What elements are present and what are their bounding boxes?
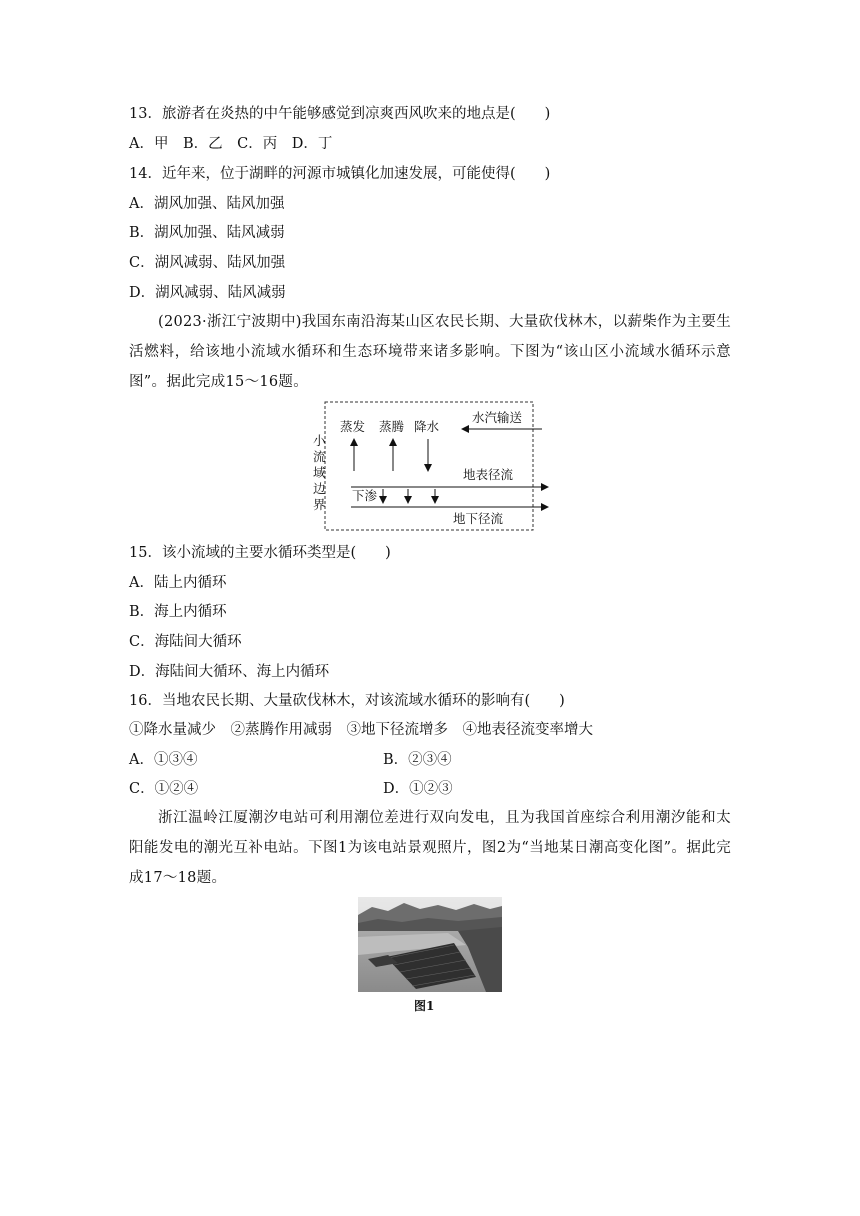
water-cycle-diagram bbox=[305, 399, 555, 533]
label-infiltration: 下渗 bbox=[352, 488, 378, 503]
q14-option-a: A．湖风加强、陆风加强 bbox=[129, 196, 285, 212]
boundary-label-2: 流 bbox=[313, 449, 326, 464]
q15-option-b: B．海上内循环 bbox=[129, 604, 227, 620]
q15-stem: 15．该小流域的主要水循环类型是( ) bbox=[129, 545, 391, 561]
boundary-label-3: 域 bbox=[313, 465, 326, 480]
q15-option-c: C．海陆间大循环 bbox=[129, 634, 242, 650]
q16-stem: 16．当地农民长期、大量砍伐林木，对该流域水循环的影响有( ) bbox=[129, 693, 565, 709]
q14-stem: 14．近年来，位于湖畔的河源市城镇化加速发展，可能使得( ) bbox=[129, 166, 551, 182]
q16-option-d: D．①②③ bbox=[383, 781, 453, 797]
q15-option-a: A．陆上内循环 bbox=[129, 575, 227, 591]
label-surface-runoff: 地表径流 bbox=[463, 467, 514, 482]
q13-options: A．甲 B．乙 C．丙 D．丁 bbox=[129, 136, 333, 152]
q15-option-d: D．海陆间大循环、海上内循环 bbox=[129, 664, 330, 680]
q16-option-b: B．②③④ bbox=[383, 752, 452, 768]
q14-option-b: B．湖风加强、陆风减弱 bbox=[129, 225, 285, 241]
label-groundwater-runoff: 地下径流 bbox=[453, 511, 504, 526]
boundary-label-5: 界 bbox=[313, 497, 326, 512]
boundary-label-1: 小 bbox=[313, 433, 326, 448]
label-precipitation: 降水 bbox=[414, 419, 440, 434]
q13-stem: 13．旅游者在炎热的中午能够感觉到凉爽西风吹来的地点是( ) bbox=[129, 106, 551, 122]
q14-option-c: C．湖风减弱、陆风加强 bbox=[129, 255, 286, 271]
boundary-label-4: 边 bbox=[313, 481, 326, 496]
passage-tidal-station: 浙江温岭江厦潮汐电站可利用潮位差进行双向发电，且为我国首座综合利用潮汐能和太阳能发电的潮光互补电站。下图1为该电站景观照片，图2为“当地某日潮高变化图”。据此完成17～18题。 bbox=[129, 810, 731, 886]
label-transpiration: 蒸腾 bbox=[379, 419, 405, 434]
label-evaporation: 蒸发 bbox=[340, 419, 366, 434]
q16-option-c: C．①②④ bbox=[129, 781, 199, 797]
figure1-caption: 图1 bbox=[414, 999, 435, 1013]
q16-statements: ①降水量减少 ②蒸腾作用减弱 ③地下径流增多 ④地表径流变率增大 bbox=[129, 722, 593, 738]
passage-water-cycle: (2023·浙江宁波期中)我国东南沿海某山区农民长期、大量砍伐林木，以薪柴作为主要生活燃料，给该地小流域水循环和生态环境带来诸多影响。下图为“该山区小流域水循环示意图”。据此完成15～16题。 bbox=[129, 314, 731, 390]
figure1-photo bbox=[358, 897, 502, 992]
label-vapor-transport: 水汽输送 bbox=[472, 410, 523, 425]
q16-option-a: A．①③④ bbox=[129, 752, 198, 768]
q14-option-d: D．湖风减弱、陆风减弱 bbox=[129, 285, 286, 301]
